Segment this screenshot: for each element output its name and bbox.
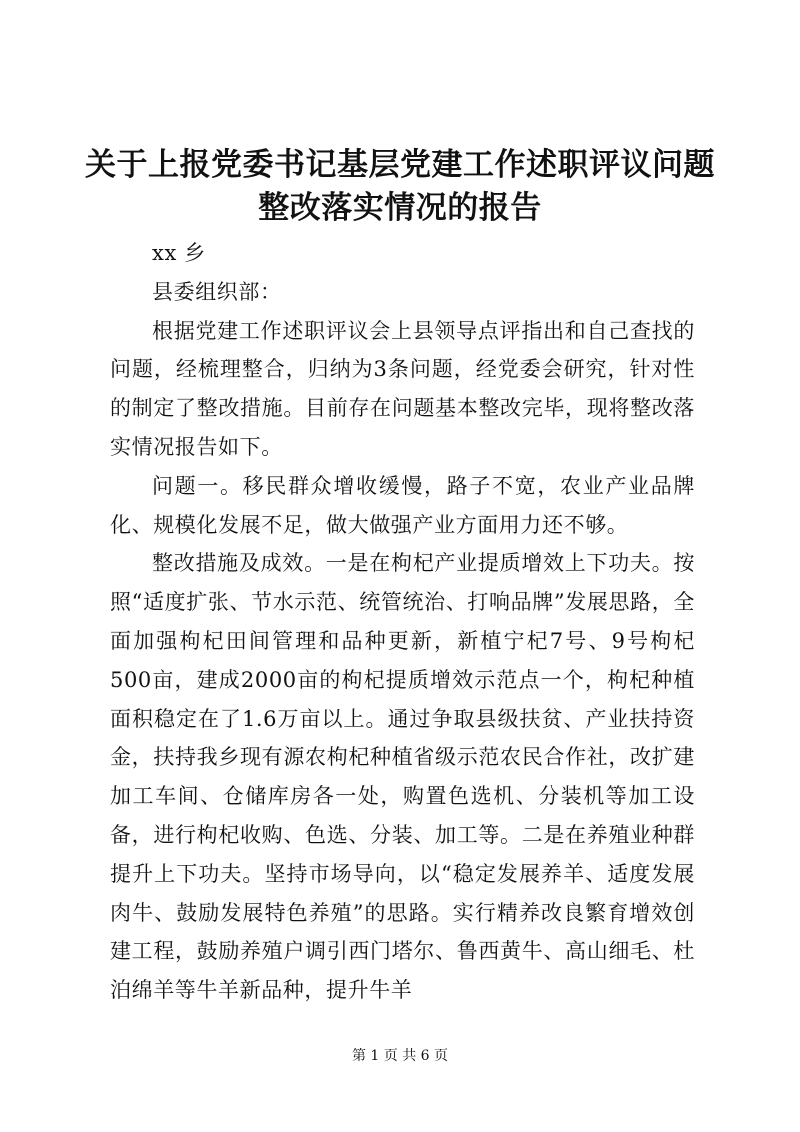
recipient-line: 县委组织部： <box>152 279 282 304</box>
sender-line: xx 乡 <box>152 241 206 265</box>
body-paragraph: 问题一。移民群众增收缓慢，路子不宽，农业产业品牌化、规模化发展不足，做大做强产业方面用力还不够。 <box>110 473 695 537</box>
body-paragraph: 根据党建工作述职评议会上县领导点评指出和自己查找的问题，经梳理整合，归纳为3条问题，经党委会研究，针对性的制定了整改措施。目前存在问题基本整改完毕，现将整改落实情况报告如下。 <box>110 318 695 459</box>
page-footer: 第 1 页 共 6 页 <box>351 1048 449 1064</box>
document-body <box>110 234 695 1010</box>
document-title-line-2: 整改落实情况的报告 <box>258 190 542 226</box>
document-title-line-1: 关于上报党委书记基层党建工作述职评议问题 <box>85 147 715 183</box>
body-paragraph: 整改措施及成效。一是在枸杞产业提质增效上下功夫。按照“适度扩张、节水示范、统管统治、打响品牌”发展思路，全面加强枸杞田间管理和品种更新，新植宁杞7号、9号枸杞500亩，建成2000亩的枸杞提质增效示范点一个，枸杞种植面积稳定在了1.6万亩以上。通过争取县级扶贫、产业扶持资金，扶持我乡现有源农枸杞种植省级示范农民合作社，改扩建加工车间、仓储库房各一处，购置色选机、分装机等加工设备，进行枸杞收购、色选、分装、加工等。二是在养殖业种群提升上下功夫。坚持市场导向，以“稳定发展养羊、适度发展肉牛、鼓励发展特色养殖”的思路。实行精养改良繁育增效创建工程，鼓励养殖户调引西门塔尔、鲁西黄牛、高山细毛、杜泊绵羊等牛羊新品种，提升牛羊 <box>110 551 695 1003</box>
